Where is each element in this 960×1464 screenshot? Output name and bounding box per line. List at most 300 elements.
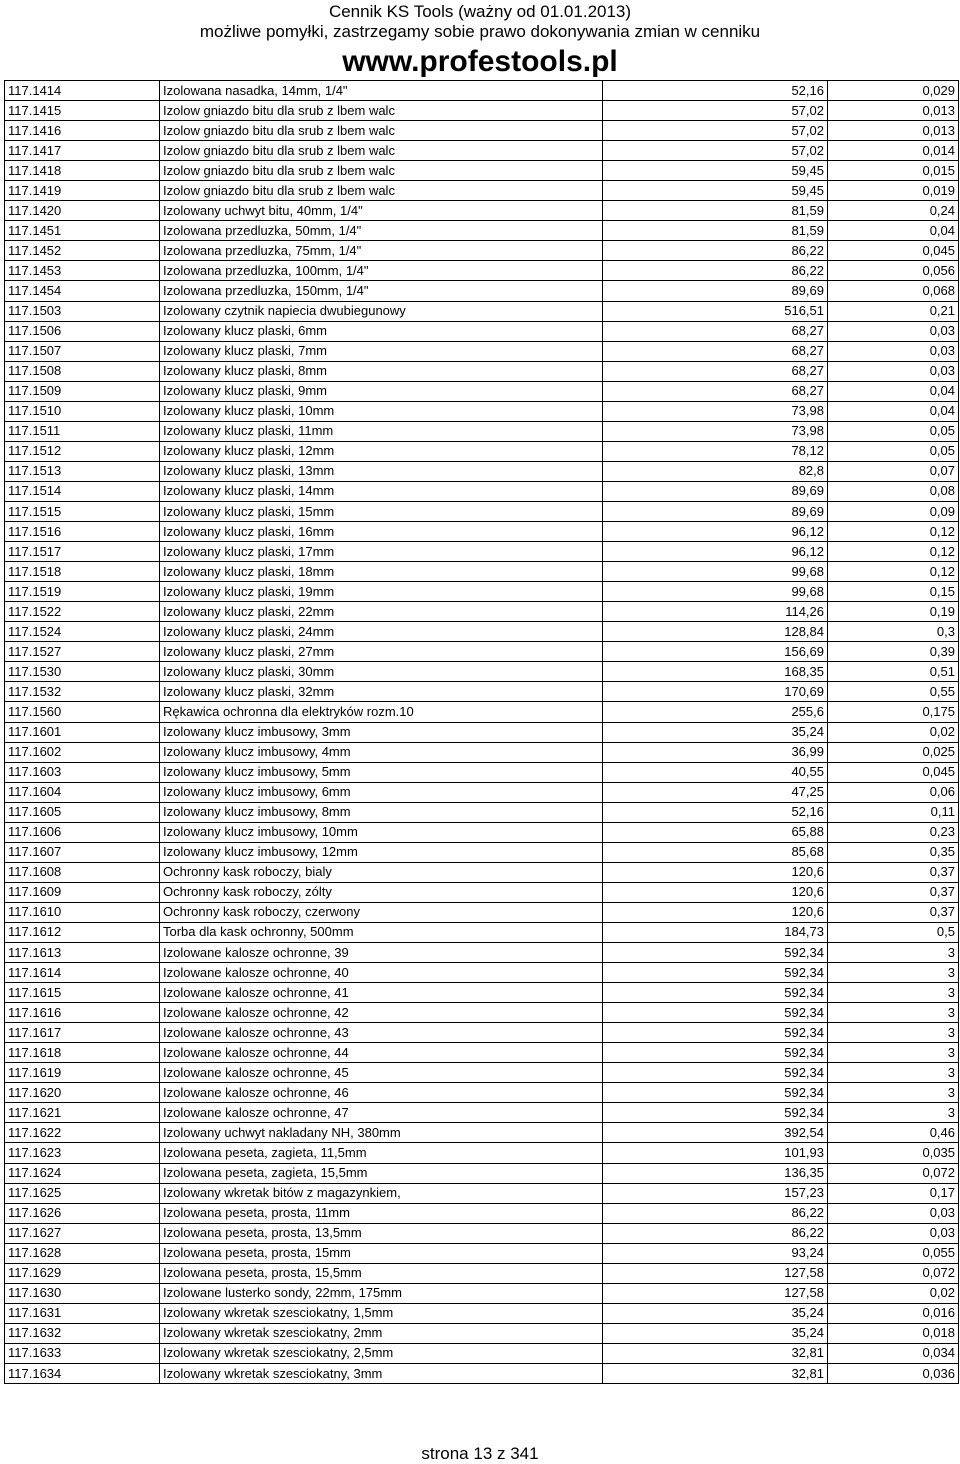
weight-cell: 0,23 — [828, 822, 959, 842]
product-name-cell: Izolowany klucz plaski, 22mm — [160, 602, 603, 622]
product-code-cell: 117.1606 — [5, 822, 160, 842]
price-cell: 86,22 — [603, 1203, 828, 1223]
product-code-cell: 117.1509 — [5, 381, 160, 401]
product-name-cell: Izolowany klucz plaski, 24mm — [160, 622, 603, 642]
product-code-cell: 117.1624 — [5, 1163, 160, 1183]
product-name-cell: Ochronny kask roboczy, zólty — [160, 882, 603, 902]
price-cell: 592,34 — [603, 1003, 828, 1023]
price-cell: 32,81 — [603, 1364, 828, 1384]
weight-cell: 0,17 — [828, 1183, 959, 1203]
product-name-cell: Izolowany klucz imbusowy, 6mm — [160, 782, 603, 802]
product-name-cell: Izolowany czytnik napiecia dwubiegunowy — [160, 301, 603, 321]
website-url: www.profestools.pl — [342, 45, 618, 78]
table-row — [5, 81, 959, 101]
product-name-cell: Izolowany klucz plaski, 15mm — [160, 501, 603, 521]
product-code-cell: 117.1620 — [5, 1083, 160, 1103]
product-code-cell: 117.1507 — [5, 341, 160, 361]
weight-cell: 0,03 — [828, 1223, 959, 1243]
price-cell: 36,99 — [603, 742, 828, 762]
table-row — [5, 281, 959, 301]
product-code-cell: 117.1453 — [5, 261, 160, 281]
product-code-cell: 117.1617 — [5, 1023, 160, 1043]
table-row — [5, 802, 959, 822]
table-row — [5, 181, 959, 201]
product-code-cell: 117.1632 — [5, 1323, 160, 1343]
product-code-cell: 117.1614 — [5, 963, 160, 983]
product-name-cell: Torba dla kask ochronny, 500mm — [160, 922, 603, 942]
price-cell: 157,23 — [603, 1183, 828, 1203]
product-name-cell: Izolowany wkretak szesciokatny, 1,5mm — [160, 1303, 603, 1323]
weight-cell: 0,07 — [828, 461, 959, 481]
product-code-cell: 117.1518 — [5, 562, 160, 582]
weight-cell: 0,016 — [828, 1303, 959, 1323]
price-cell: 86,22 — [603, 261, 828, 281]
weight-cell: 3 — [828, 1043, 959, 1063]
product-code-cell: 117.1522 — [5, 602, 160, 622]
product-code-cell: 117.1608 — [5, 862, 160, 882]
product-name-cell: Izolowany wkretak szesciokatny, 3mm — [160, 1364, 603, 1384]
price-cell: 85,68 — [603, 842, 828, 862]
weight-cell: 0,04 — [828, 221, 959, 241]
price-cell: 168,35 — [603, 662, 828, 682]
price-cell: 78,12 — [603, 441, 828, 461]
product-code-cell: 117.1417 — [5, 141, 160, 161]
table-row — [5, 501, 959, 521]
weight-cell: 0,12 — [828, 542, 959, 562]
weight-cell: 0,05 — [828, 421, 959, 441]
weight-cell: 3 — [828, 983, 959, 1003]
table-row — [5, 642, 959, 662]
product-code-cell: 117.1420 — [5, 201, 160, 221]
product-name-cell: Izolow gniazdo bitu dla srub z lbem walc — [160, 181, 603, 201]
price-cell: 592,34 — [603, 963, 828, 983]
product-code-cell: 117.1530 — [5, 662, 160, 682]
weight-cell: 0,06 — [828, 782, 959, 802]
weight-cell: 0,029 — [828, 81, 959, 101]
product-name-cell: Izolowany klucz plaski, 10mm — [160, 401, 603, 421]
product-code-cell: 117.1454 — [5, 281, 160, 301]
table-row — [5, 421, 959, 441]
weight-cell: 0,5 — [828, 922, 959, 942]
table-row — [5, 1263, 959, 1283]
weight-cell: 0,036 — [828, 1364, 959, 1384]
price-cell: 136,35 — [603, 1163, 828, 1183]
price-cell: 40,55 — [603, 762, 828, 782]
weight-cell: 0,045 — [828, 241, 959, 261]
weight-cell: 0,3 — [828, 622, 959, 642]
product-code-cell: 117.1619 — [5, 1063, 160, 1083]
product-code-cell: 117.1601 — [5, 722, 160, 742]
weight-cell: 0,056 — [828, 261, 959, 281]
price-cell: 592,34 — [603, 1063, 828, 1083]
price-cell: 68,27 — [603, 341, 828, 361]
table-row — [5, 461, 959, 481]
product-name-cell: Izolowane kalosze ochronne, 45 — [160, 1063, 603, 1083]
product-name-cell: Izolowana peseta, prosta, 11mm — [160, 1203, 603, 1223]
price-cell: 392,54 — [603, 1123, 828, 1143]
price-cell: 170,69 — [603, 682, 828, 702]
product-name-cell: Izolowane kalosze ochronne, 39 — [160, 943, 603, 963]
price-cell: 120,6 — [603, 882, 828, 902]
product-code-cell: 117.1506 — [5, 321, 160, 341]
price-cell: 96,12 — [603, 522, 828, 542]
price-cell: 114,26 — [603, 602, 828, 622]
weight-cell: 0,013 — [828, 101, 959, 121]
table-row — [5, 1303, 959, 1323]
product-name-cell: Izolowane kalosze ochronne, 44 — [160, 1043, 603, 1063]
weight-cell: 3 — [828, 1083, 959, 1103]
weight-cell: 3 — [828, 1003, 959, 1023]
weight-cell: 3 — [828, 1023, 959, 1043]
weight-cell: 0,02 — [828, 1283, 959, 1303]
price-cell: 68,27 — [603, 381, 828, 401]
table-row — [5, 842, 959, 862]
table-row — [5, 221, 959, 241]
weight-cell: 0,05 — [828, 441, 959, 461]
weight-cell: 0,35 — [828, 842, 959, 862]
weight-cell: 0,12 — [828, 562, 959, 582]
table-row — [5, 261, 959, 281]
product-code-cell: 117.1631 — [5, 1303, 160, 1323]
table-row — [5, 902, 959, 922]
weight-cell: 0,03 — [828, 341, 959, 361]
weight-cell: 0,175 — [828, 702, 959, 722]
price-cell: 59,45 — [603, 161, 828, 181]
product-name-cell: Izolowany klucz plaski, 12mm — [160, 441, 603, 461]
product-code-cell: 117.1616 — [5, 1003, 160, 1023]
price-cell: 120,6 — [603, 862, 828, 882]
product-code-cell: 117.1511 — [5, 421, 160, 441]
product-name-cell: Izolowany uchwyt bitu, 40mm, 1/4" — [160, 201, 603, 221]
weight-cell: 3 — [828, 1103, 959, 1123]
product-code-cell: 117.1602 — [5, 742, 160, 762]
price-cell: 96,12 — [603, 542, 828, 562]
table-row — [5, 862, 959, 882]
table-row — [5, 1183, 959, 1203]
price-cell: 52,16 — [603, 81, 828, 101]
table-row — [5, 1203, 959, 1223]
product-code-cell: 117.1418 — [5, 161, 160, 181]
price-cell: 73,98 — [603, 421, 828, 441]
weight-cell: 0,55 — [828, 682, 959, 702]
price-cell: 57,02 — [603, 141, 828, 161]
table-row — [5, 341, 959, 361]
price-cell: 86,22 — [603, 241, 828, 261]
table-row — [5, 822, 959, 842]
weight-cell: 0,035 — [828, 1143, 959, 1163]
product-code-cell: 117.1626 — [5, 1203, 160, 1223]
table-row — [5, 441, 959, 461]
product-name-cell: Izolowany klucz plaski, 14mm — [160, 481, 603, 501]
product-name-cell: Ochronny kask roboczy, czerwony — [160, 902, 603, 922]
table-row — [5, 121, 959, 141]
table-row — [5, 1143, 959, 1163]
product-name-cell: Izolowane kalosze ochronne, 43 — [160, 1023, 603, 1043]
price-cell: 128,84 — [603, 622, 828, 642]
product-code-cell: 117.1630 — [5, 1283, 160, 1303]
weight-cell: 0,11 — [828, 802, 959, 822]
weight-cell: 0,02 — [828, 722, 959, 742]
product-code-cell: 117.1613 — [5, 943, 160, 963]
price-cell: 89,69 — [603, 481, 828, 501]
price-cell: 592,34 — [603, 1103, 828, 1123]
price-cell: 52,16 — [603, 802, 828, 822]
price-cell: 68,27 — [603, 361, 828, 381]
weight-cell: 0,21 — [828, 301, 959, 321]
product-code-cell: 117.1615 — [5, 983, 160, 1003]
product-name-cell: Izolow gniazdo bitu dla srub z lbem walc — [160, 141, 603, 161]
product-name-cell: Izolowany wkretak bitów z magazynkiem, — [160, 1183, 603, 1203]
product-name-cell: Izolowana nasadka, 14mm, 1/4" — [160, 81, 603, 101]
table-row — [5, 742, 959, 762]
price-cell: 592,34 — [603, 1023, 828, 1043]
table-row — [5, 141, 959, 161]
product-name-cell: Ochronny kask roboczy, bialy — [160, 862, 603, 882]
product-name-cell: Izolowany klucz imbusowy, 8mm — [160, 802, 603, 822]
product-code-cell: 117.1604 — [5, 782, 160, 802]
weight-cell: 0,013 — [828, 121, 959, 141]
document-title: Cennik KS Tools (ważny od 01.01.2013) — [328, 2, 632, 21]
product-code-cell: 117.1612 — [5, 922, 160, 942]
product-name-cell: Izolowane kalosze ochronne, 46 — [160, 1083, 603, 1103]
price-cell: 57,02 — [603, 121, 828, 141]
weight-cell: 0,015 — [828, 161, 959, 181]
product-code-cell: 117.1629 — [5, 1263, 160, 1283]
price-cell: 59,45 — [603, 181, 828, 201]
product-code-cell: 117.1514 — [5, 481, 160, 501]
table-row — [5, 722, 959, 742]
product-name-cell: Izolow gniazdo bitu dla srub z lbem walc — [160, 101, 603, 121]
weight-cell: 0,24 — [828, 201, 959, 221]
product-code-cell: 117.1510 — [5, 401, 160, 421]
product-code-cell: 117.1603 — [5, 762, 160, 782]
price-cell: 184,73 — [603, 922, 828, 942]
table-row — [5, 1103, 959, 1123]
weight-cell: 0,08 — [828, 481, 959, 501]
product-name-cell: Izolowany klucz plaski, 7mm — [160, 341, 603, 361]
product-name-cell: Izolowana peseta, prosta, 15mm — [160, 1243, 603, 1263]
product-name-cell: Izolowana peseta, zagieta, 11,5mm — [160, 1143, 603, 1163]
table-row — [5, 1223, 959, 1243]
table-row — [5, 1364, 959, 1384]
price-cell: 57,02 — [603, 101, 828, 121]
product-name-cell: Izolowane kalosze ochronne, 40 — [160, 963, 603, 983]
price-table — [4, 80, 959, 1384]
product-name-cell: Izolowany klucz plaski, 8mm — [160, 361, 603, 381]
price-cell: 93,24 — [603, 1243, 828, 1263]
weight-cell: 0,045 — [828, 762, 959, 782]
price-cell: 81,59 — [603, 201, 828, 221]
product-name-cell: Izolowany klucz plaski, 13mm — [160, 461, 603, 481]
product-name-cell: Izolowany klucz imbusowy, 4mm — [160, 742, 603, 762]
price-cell: 99,68 — [603, 582, 828, 602]
table-row — [5, 983, 959, 1003]
product-code-cell: 117.1519 — [5, 582, 160, 602]
product-code-cell: 117.1621 — [5, 1103, 160, 1123]
product-name-cell: Izolowany uchwyt nakladany NH, 380mm — [160, 1123, 603, 1143]
product-code-cell: 117.1517 — [5, 542, 160, 562]
price-cell: 127,58 — [603, 1263, 828, 1283]
weight-cell: 3 — [828, 1063, 959, 1083]
product-name-cell: Izolowany klucz imbusowy, 3mm — [160, 722, 603, 742]
product-name-cell: Izolowane lusterko sondy, 22mm, 175mm — [160, 1283, 603, 1303]
price-cell: 592,34 — [603, 943, 828, 963]
table-row — [5, 381, 959, 401]
price-cell: 255,6 — [603, 702, 828, 722]
product-name-cell: Izolowane kalosze ochronne, 47 — [160, 1103, 603, 1123]
weight-cell: 0,15 — [828, 582, 959, 602]
product-code-cell: 117.1605 — [5, 802, 160, 822]
price-cell: 89,69 — [603, 281, 828, 301]
weight-cell: 0,39 — [828, 642, 959, 662]
table-row — [5, 1083, 959, 1103]
price-cell: 120,6 — [603, 902, 828, 922]
product-code-cell: 117.1416 — [5, 121, 160, 141]
product-name-cell: Izolowany klucz imbusowy, 5mm — [160, 762, 603, 782]
product-code-cell: 117.1622 — [5, 1123, 160, 1143]
price-cell: 81,59 — [603, 221, 828, 241]
product-code-cell: 117.1610 — [5, 902, 160, 922]
product-name-cell: Izolowany klucz plaski, 9mm — [160, 381, 603, 401]
weight-cell: 0,19 — [828, 602, 959, 622]
weight-cell: 0,09 — [828, 501, 959, 521]
weight-cell: 0,51 — [828, 662, 959, 682]
table-row — [5, 241, 959, 261]
price-cell: 35,24 — [603, 1303, 828, 1323]
price-table-body — [5, 81, 959, 1384]
product-code-cell: 117.1515 — [5, 501, 160, 521]
weight-cell: 0,072 — [828, 1263, 959, 1283]
table-row — [5, 562, 959, 582]
product-code-cell: 117.1607 — [5, 842, 160, 862]
weight-cell: 0,04 — [828, 381, 959, 401]
product-code-cell: 117.1419 — [5, 181, 160, 201]
weight-cell: 0,019 — [828, 181, 959, 201]
product-code-cell: 117.1452 — [5, 241, 160, 261]
table-row — [5, 1123, 959, 1143]
product-name-cell: Izolow gniazdo bitu dla srub z lbem walc — [160, 121, 603, 141]
weight-cell: 3 — [828, 943, 959, 963]
product-code-cell: 117.1623 — [5, 1143, 160, 1163]
disclaimer-text: możliwe pomyłki, zastrzegamy sobie prawo dokonywania zmian w cenniku — [199, 22, 761, 41]
product-code-cell: 117.1415 — [5, 101, 160, 121]
weight-cell: 0,034 — [828, 1343, 959, 1363]
table-row — [5, 963, 959, 983]
product-code-cell: 117.1618 — [5, 1043, 160, 1063]
product-name-cell: Izolowana przedluzka, 75mm, 1/4" — [160, 241, 603, 261]
weight-cell: 0,37 — [828, 882, 959, 902]
weight-cell: 0,37 — [828, 902, 959, 922]
product-code-cell: 117.1560 — [5, 702, 160, 722]
table-row — [5, 1063, 959, 1083]
table-row — [5, 1343, 959, 1363]
table-row — [5, 782, 959, 802]
table-row — [5, 1323, 959, 1343]
weight-cell: 0,03 — [828, 321, 959, 341]
product-name-cell: Izolowany wkretak szesciokatny, 2,5mm — [160, 1343, 603, 1363]
product-code-cell: 117.1451 — [5, 221, 160, 241]
product-code-cell: 117.1527 — [5, 642, 160, 662]
table-row — [5, 481, 959, 501]
price-cell: 592,34 — [603, 1083, 828, 1103]
price-cell: 89,69 — [603, 501, 828, 521]
price-cell: 65,88 — [603, 822, 828, 842]
product-name-cell: Izolowana peseta, prosta, 15,5mm — [160, 1263, 603, 1283]
table-row — [5, 401, 959, 421]
table-row — [5, 1243, 959, 1263]
table-row — [5, 662, 959, 682]
product-code-cell: 117.1633 — [5, 1343, 160, 1363]
price-cell: 592,34 — [603, 983, 828, 1003]
table-row — [5, 542, 959, 562]
weight-cell: 0,46 — [828, 1123, 959, 1143]
product-name-cell: Izolowany klucz imbusowy, 12mm — [160, 842, 603, 862]
product-code-cell: 117.1625 — [5, 1183, 160, 1203]
product-code-cell: 117.1628 — [5, 1243, 160, 1263]
table-row — [5, 1043, 959, 1063]
price-cell: 99,68 — [603, 562, 828, 582]
product-name-cell: Izolowany klucz plaski, 6mm — [160, 321, 603, 341]
price-cell: 35,24 — [603, 722, 828, 742]
weight-cell: 0,04 — [828, 401, 959, 421]
product-code-cell: 117.1609 — [5, 882, 160, 902]
product-code-cell: 117.1508 — [5, 361, 160, 381]
page-number: strona 13 z 341 — [421, 1444, 539, 1463]
table-row — [5, 301, 959, 321]
price-cell: 35,24 — [603, 1323, 828, 1343]
weight-cell: 3 — [828, 963, 959, 983]
product-name-cell: Izolowana przedluzka, 50mm, 1/4" — [160, 221, 603, 241]
table-row — [5, 1163, 959, 1183]
table-row — [5, 602, 959, 622]
product-code-cell: 117.1516 — [5, 522, 160, 542]
table-row — [5, 943, 959, 963]
product-name-cell: Izolowany klucz plaski, 17mm — [160, 542, 603, 562]
weight-cell: 0,03 — [828, 361, 959, 381]
price-cell: 592,34 — [603, 1043, 828, 1063]
table-row — [5, 702, 959, 722]
table-row — [5, 161, 959, 181]
price-cell: 47,25 — [603, 782, 828, 802]
product-code-cell: 117.1513 — [5, 461, 160, 481]
product-name-cell: Izolowane kalosze ochronne, 41 — [160, 983, 603, 1003]
weight-cell: 0,03 — [828, 1203, 959, 1223]
product-code-cell: 117.1503 — [5, 301, 160, 321]
product-name-cell: Izolowana peseta, zagieta, 15,5mm — [160, 1163, 603, 1183]
price-cell: 127,58 — [603, 1283, 828, 1303]
product-name-cell: Rękawica ochronna dla elektryków rozm.10 — [160, 702, 603, 722]
product-code-cell: 117.1414 — [5, 81, 160, 101]
price-cell: 516,51 — [603, 301, 828, 321]
price-cell: 68,27 — [603, 321, 828, 341]
table-row — [5, 361, 959, 381]
product-code-cell: 117.1634 — [5, 1364, 160, 1384]
table-row — [5, 321, 959, 341]
weight-cell: 0,018 — [828, 1323, 959, 1343]
product-code-cell: 117.1627 — [5, 1223, 160, 1243]
table-row — [5, 522, 959, 542]
product-name-cell: Izolowany klucz plaski, 32mm — [160, 682, 603, 702]
product-name-cell: Izolowana przedluzka, 100mm, 1/4" — [160, 261, 603, 281]
product-code-cell: 117.1532 — [5, 682, 160, 702]
table-row — [5, 1023, 959, 1043]
product-name-cell: Izolow gniazdo bitu dla srub z lbem walc — [160, 161, 603, 181]
price-cell: 101,93 — [603, 1143, 828, 1163]
weight-cell: 0,12 — [828, 522, 959, 542]
product-name-cell: Izolowany wkretak szesciokatny, 2mm — [160, 1323, 603, 1343]
product-name-cell: Izolowany klucz imbusowy, 10mm — [160, 822, 603, 842]
table-row — [5, 1283, 959, 1303]
